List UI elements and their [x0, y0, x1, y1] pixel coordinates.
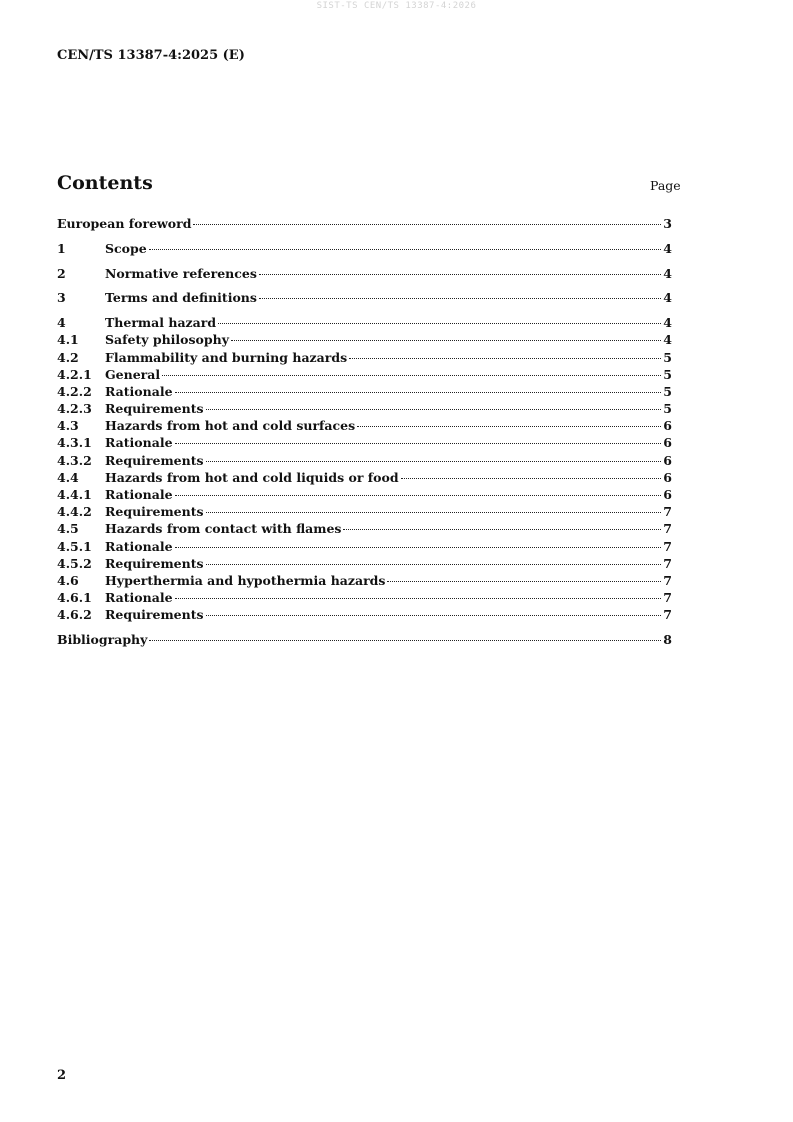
toc-entry-title: Hazards from hot and cold surfaces [105, 418, 356, 434]
toc-entry-number: 4.5 [57, 521, 79, 537]
toc-entry-title: Bibliography [57, 632, 148, 648]
toc-entry-title: Rationale [105, 435, 173, 451]
toc-entry-number: 4.6.1 [57, 590, 92, 606]
toc-entry-4-1[interactable] [57, 332, 672, 349]
toc-entry-terms-definitions[interactable] [57, 290, 672, 307]
toc-entry-page: 4 [663, 332, 672, 348]
toc-entry-page: 5 [663, 349, 672, 365]
toc-leader-dots [206, 461, 662, 462]
toc-leader-dots [162, 375, 661, 376]
toc-entry-page: 7 [663, 607, 672, 623]
toc-leader-dots [149, 249, 662, 250]
toc-entry-4-4-1[interactable] [57, 487, 672, 504]
toc-leader-dots [175, 598, 662, 599]
watermark-text: SIST-TS CEN/TS 13387-4:2026 [316, 1, 477, 11]
contents-heading: Contents [57, 172, 153, 194]
toc-leader-dots [343, 529, 661, 530]
toc-leader-dots [175, 495, 662, 496]
toc-entry-number: 4.5.1 [57, 538, 92, 554]
toc-entry-4-3-2[interactable] [57, 453, 672, 470]
toc-leader-dots [175, 443, 662, 444]
toc-leader-dots [206, 564, 662, 565]
toc-entry-title: Scope [105, 240, 147, 256]
toc-entry-4-2-1[interactable] [57, 367, 672, 384]
toc-leader-dots [175, 547, 662, 548]
toc-leader-dots [357, 426, 661, 427]
toc-entry-page: 7 [663, 538, 672, 554]
toc-leader-dots [175, 392, 662, 393]
toc-entry-4-5-1[interactable] [57, 539, 672, 556]
toc-entry-number: 4.3.2 [57, 452, 92, 468]
toc-entry-page: 6 [663, 435, 672, 451]
toc-entry-page: 7 [663, 590, 672, 606]
toc-leader-dots [349, 358, 661, 359]
toc-entry-number: 3 [57, 290, 66, 306]
toc-entry-number: 4.4.1 [57, 487, 92, 502]
toc-leader-dots [387, 581, 661, 582]
toc-leader-dots [206, 512, 662, 513]
document-identifier: CEN/TS 13387-4:2025 (E) [57, 48, 245, 63]
toc-entry-number: 4.2 [57, 349, 79, 365]
toc-entry-4-3[interactable] [57, 418, 672, 435]
toc-entry-number: 4.4 [57, 469, 79, 485]
toc-leader-dots [149, 640, 661, 641]
toc-entry-page: 6 [663, 418, 672, 434]
toc-entry-number: 4.6.2 [57, 607, 92, 623]
toc-entry-number: 4.4.2 [57, 504, 92, 520]
toc-entry-title: Rationale [105, 487, 173, 502]
toc-entry-4-4[interactable] [57, 470, 672, 487]
toc-entry-title: Requirements [105, 452, 204, 468]
toc-entry-title: Rationale [105, 383, 173, 399]
toc-leader-dots [218, 323, 661, 324]
toc-leader-dots [206, 615, 662, 616]
toc-entry-page: 3 [663, 216, 672, 231]
toc-leader-dots [231, 340, 661, 341]
toc-entry-number: 4.3.1 [57, 435, 92, 451]
toc-leader-dots [193, 224, 661, 225]
table-of-contents [57, 216, 672, 649]
toc-leader-dots [401, 478, 662, 479]
toc-entry-number: 4.3 [57, 418, 79, 434]
toc-entry-title: Requirements [105, 401, 204, 417]
toc-entry-4-5[interactable] [57, 521, 672, 538]
toc-entry-4-4-2[interactable] [57, 504, 672, 521]
page-number: 2 [57, 1068, 67, 1083]
toc-entry-4-6[interactable] [57, 573, 672, 590]
page-column-label: Page [650, 178, 681, 193]
toc-entry-number: 4.5.2 [57, 555, 92, 571]
toc-entry-title: Terms and definitions [105, 290, 257, 306]
toc-entry-page: 4 [663, 290, 672, 306]
toc-entry-title: Rationale [105, 538, 173, 554]
toc-entry-4-2-3[interactable] [57, 401, 672, 418]
toc-entry-title: European foreword [57, 216, 192, 231]
toc-entry-4-6-2[interactable] [57, 607, 672, 624]
toc-entry-4-2-2[interactable] [57, 384, 672, 401]
toc-entry-title: Hazards from contact with flames [105, 521, 342, 537]
toc-entry-title: Requirements [105, 555, 204, 571]
toc-entry-page: 7 [663, 504, 672, 520]
toc-entry-page: 6 [663, 469, 672, 485]
toc-entry-title: Normative references [105, 265, 257, 281]
toc-entry-page: 6 [663, 452, 672, 468]
toc-entry-4-2[interactable] [57, 350, 672, 367]
toc-entry-scope[interactable] [57, 241, 672, 258]
toc-entry-title: Flammability and burning hazards [105, 349, 348, 365]
toc-entry-page: 5 [663, 383, 672, 399]
toc-entry-bibliography[interactable] [57, 632, 672, 649]
toc-entry-number: 1 [57, 240, 66, 256]
toc-entry-4-5-2[interactable] [57, 556, 672, 573]
toc-leader-dots [259, 298, 661, 299]
toc-entry-4-6-1[interactable] [57, 590, 672, 607]
toc-entry-number: 4.2.2 [57, 383, 92, 399]
toc-entry-page: 6 [663, 487, 672, 502]
toc-entry-title: Requirements [105, 504, 204, 520]
toc-entry-number: 4.2.1 [57, 366, 92, 382]
toc-entry-page: 7 [663, 572, 672, 588]
toc-entry-foreword[interactable] [57, 216, 672, 233]
toc-entry-title: Safety philosophy [105, 332, 229, 348]
toc-leader-dots [259, 274, 661, 275]
toc-entry-page: 4 [663, 315, 672, 331]
toc-entry-number: 4.1 [57, 332, 79, 348]
toc-entry-4-3-1[interactable] [57, 435, 672, 452]
toc-entry-normative-references[interactable] [57, 266, 672, 283]
toc-entry-page: 5 [663, 366, 672, 382]
toc-entry-title: Hyperthermia and hypothermia hazards [105, 572, 386, 588]
toc-entry-page: 5 [663, 401, 672, 417]
toc-entry-title: Thermal hazard [105, 315, 217, 331]
toc-leader-dots [206, 409, 662, 410]
toc-entry-title: Rationale [105, 590, 173, 606]
toc-entry-title: General [105, 366, 161, 382]
toc-entry-title: Hazards from hot and cold liquids or food [105, 469, 399, 485]
toc-entry-title: Requirements [105, 607, 204, 623]
toc-entry-page: 8 [663, 632, 672, 648]
toc-entry-page: 7 [663, 521, 672, 537]
toc-entry-number: 4.2.3 [57, 401, 92, 417]
toc-entry-page: 7 [663, 555, 672, 571]
toc-entry-page: 4 [663, 240, 672, 256]
toc-entry-page: 4 [663, 265, 672, 281]
toc-entry-thermal-hazard[interactable] [57, 315, 672, 332]
toc-entry-number: 4.6 [57, 572, 79, 588]
toc-entry-number: 2 [57, 265, 66, 281]
toc-entry-number: 4 [57, 315, 66, 331]
